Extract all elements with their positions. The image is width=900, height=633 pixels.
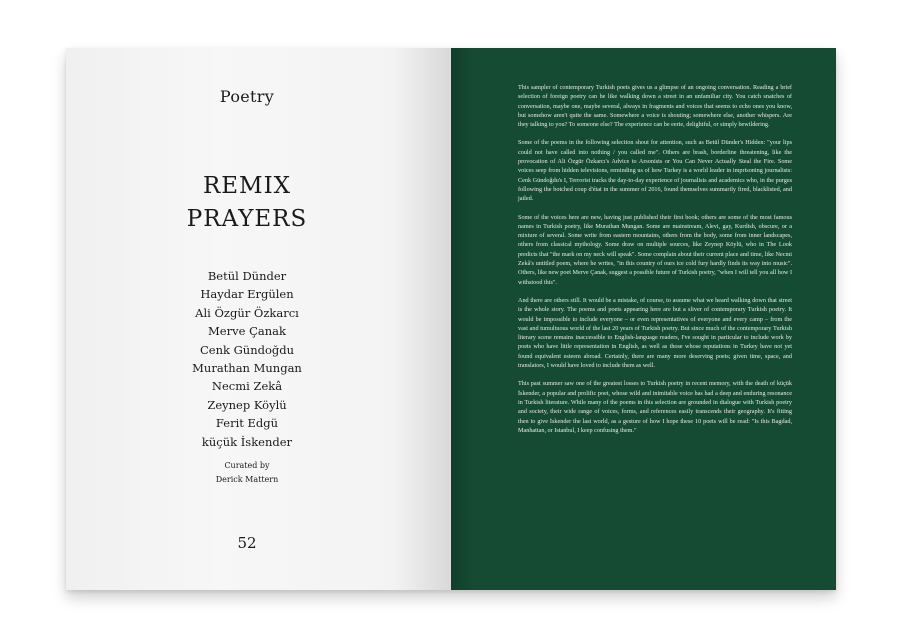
curator-credit xyxy=(66,459,428,487)
intro-paragraph: Some of the voices here are new, having just published their first book; others are some of the most famous names in Turkish poetry, like Murathan Mungan. Some are mainstream, Alevi, gay, Kurdish, obscure, or a mixture of several. Some write from eastern mountains, others from the body, some from inner landscapes, others from classical mythology. Some draw on multiple sources, like Zeynep Köylü, who in The Look predicts that "the mark on my neck will speak". Some complain about their current place and time, like Necmi Zekâ's untitled poem, where he writes, "in this country of ours ice cold fury hardly finds its way into music". Others, like new poet Merve Çanak, suggest a possible future of Turkish poetry, "when I will tell you all how I withstood this". xyxy=(518,213,792,286)
intro-paragraph: Some of the poems in the following selection shout for attention, such as Betül Dünder's Hidden: "your lips could not have called into nothing / you called me". Others are brash, borderline threatening, like the provocation of Ali Özgür Özkarcı's Advice to Arsonists or You Can Never Actually Steal the Fire. Some voices seep from hidden televisions, reminding us of how Turkey is a world leader in imprisoning journalists: Cenk Gündoğdu's I, Terrorist tracks the day-to-day experience of journalists and academics who, in the purges following the botched coup d'état in the summer of 2016, found themselves summarily fired, blacklisted, and jailed. xyxy=(518,139,792,203)
poet-name: küçük İskender xyxy=(201,434,293,449)
intro-paragraph: This past summer saw one of the greatest losses to Turkish poetry in recent memory, with the death of küçük İskender, a popular and prolific poet, whose wild and inimitable voice has had a deep and enduring resonance in Turkish literature. While many of the poems in this selection are grounded in dialogue with Turkish poetry and society, their wide range of voices, forms, and references easily transcends their geography. It's fitting then to give İskender the last world, as a gesture of how I hope these 10 poets will be read: "Is this Bagdad, Manhattan, or Istanbul, I keep confusing them." xyxy=(518,380,792,434)
left-page xyxy=(66,48,451,590)
poet-name: Betül Dünder xyxy=(207,269,287,283)
poet-name: Necmi Zekâ xyxy=(211,379,283,394)
poet-name: Cenk Gündoğdu xyxy=(199,342,295,357)
intro-paragraph: This sampler of contemporary Turkish poets gives us a glimpse of an ongoing conversation. Reading a brief selection of foreign poetry can be like walking down a street in an unfamiliar city. You catch snatches of conversation, maybe one, maybe several, always in fragments and voices that seems to echo ones you know, but somehow aren't quite the same. Somewhere a voice is shouting; somewhere else, another whispers. Are they talking to you? To someone else? The experience can be eerie, delightful, or simply bewildering. xyxy=(518,84,792,129)
article-title-line-1: REMIX xyxy=(202,173,292,199)
curator-name: Derick Mattern xyxy=(215,475,279,484)
page-number: 52 xyxy=(237,534,257,552)
article-title xyxy=(66,170,428,236)
poet-list xyxy=(66,267,428,451)
poet-name: Haydar Ergülen xyxy=(200,287,294,302)
poet-name: Zeynep Köylü xyxy=(207,397,287,412)
magazine-spread xyxy=(66,48,836,590)
poet-name: Ferit Edgü xyxy=(215,416,279,431)
poet-name: Murathan Mungan xyxy=(192,361,302,376)
right-page xyxy=(451,48,836,590)
intro-paragraph: And there are others still. It would be a mistake, of course, to assume what we heard walking down that street is the whole story. The poems and poets appearing here are but a sliver of contemporary Turkish poetry. It would be impossible to include everyone – or even representatives of everyone and every camp – from the vast and tumultuous world of the last 20 years of Turkish poetry. But since much of the contemporary Turkish literary scene remains inaccessible to English-language readers, I've sought in particular to include work by poets who have little representation in English, as well as those whose reputations in Turkey have not yet found equivalent esteem abroad. Certainly, there are many more deserving poets; given time, space, and translators, I would have loved to include them as well. xyxy=(518,296,792,370)
poet-name: Ali Özgür Özkarcı xyxy=(195,305,299,320)
section-label: Poetry xyxy=(219,87,275,106)
curated-by-label: Curated by xyxy=(224,461,270,470)
article-title-line-2: PRAYERS xyxy=(186,206,308,232)
poet-name: Merve Çanak xyxy=(208,324,286,339)
